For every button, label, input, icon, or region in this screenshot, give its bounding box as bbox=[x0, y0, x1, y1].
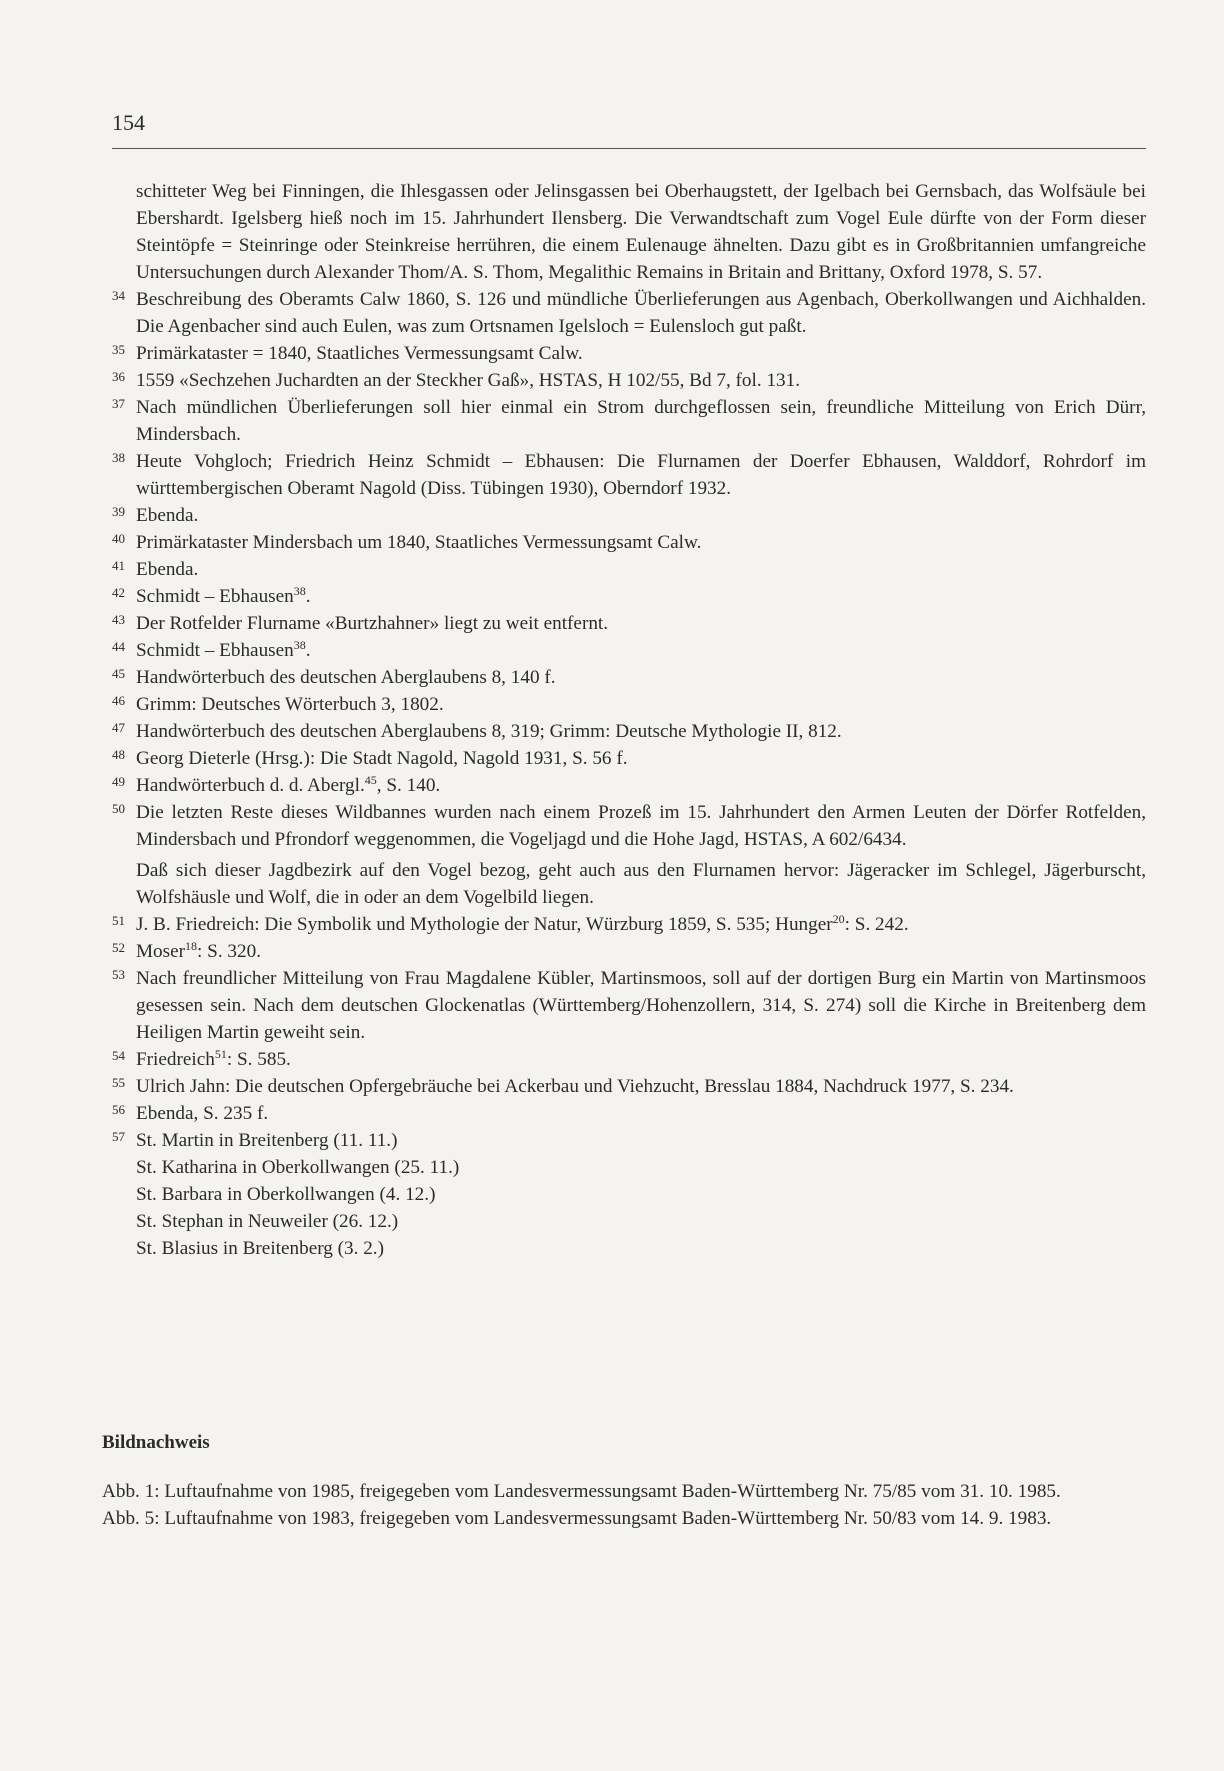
page-number: 154 bbox=[112, 110, 145, 135]
footnote-text: schitteter Weg bei Finningen, die Ihlesgassen oder Jelinsgassen bei Oberhaugstett, der Igelbach bei Gernsbach, das Wolfsäule bei Ebershardt. Igelsberg hieß noch im 15. Jahrhundert Ilensberg. Die Verwandtschaft zum Vogel Eule dürfte von der Form dieser Steintöpfe = Steinringe oder Steinkreise herrühren, die einem Eulenauge ähnelten. Dazu gibt es in Großbritannien umfangreiche Untersuchungen durch Alexander Thom/A. S. Thom, Megalithic Remains in Britain and Brittany, Oxford 1978, S. 57. bbox=[136, 181, 1146, 283]
footnote-number: 56 bbox=[112, 1102, 125, 1117]
footnote-text: Schmidt – Ebhausen$^{38}$. bbox=[136, 638, 311, 661]
footnote bbox=[112, 286, 1146, 340]
footnotes bbox=[112, 178, 1146, 1262]
footnote-text: Handwörterbuch d. d. Abergl.$^{45}$, S. 140. bbox=[136, 773, 441, 796]
footnote bbox=[112, 1127, 1146, 1262]
footnote-number: 35 bbox=[112, 342, 125, 357]
footnote-reference: 20 bbox=[832, 912, 845, 926]
footnote-text: Handwörterbuch des deutschen Aberglaubens 8, 140 f. bbox=[136, 667, 556, 688]
footnote bbox=[112, 340, 1146, 367]
footnote-list bbox=[136, 1127, 1146, 1262]
footnote-number: 50 bbox=[112, 801, 125, 816]
footnote bbox=[112, 529, 1146, 556]
footnote bbox=[112, 502, 1146, 529]
footnote-text: Moser$^{18}$: S. 320. bbox=[136, 939, 262, 962]
footnote-number: 47 bbox=[112, 720, 125, 735]
footnote-number: 53 bbox=[112, 967, 125, 982]
footnote bbox=[112, 637, 1146, 664]
footnote bbox=[112, 448, 1146, 502]
footnote-list-item: St. Katharina in Oberkollwangen (25. 11.) bbox=[136, 1157, 460, 1178]
footnote-list-item: St. Barbara in Oberkollwangen (4. 12.) bbox=[136, 1184, 436, 1205]
footnote-number: 49 bbox=[112, 774, 125, 789]
footnote-text: Der Rotfelder Flurname «Burtzhahner» liegt zu weit entfernt. bbox=[136, 613, 609, 634]
footnote bbox=[112, 745, 1146, 772]
footnote-text: J. B. Friedreich: Die Symbolik und Mythologie der Natur, Würzburg 1859, S. 535; Hunger$^{20}$: S. 242. bbox=[136, 912, 909, 935]
footnote-text: Ebenda, S. 235 f. bbox=[136, 1103, 269, 1124]
footnote bbox=[112, 965, 1146, 1046]
footnote-number: 40 bbox=[112, 531, 125, 546]
footnote-reference: 18 bbox=[185, 939, 198, 953]
footnote-list-item: St. Martin in Breitenberg (11. 11.) bbox=[136, 1130, 398, 1151]
footnote-text: Beschreibung des Oberamts Calw 1860, S. 126 und mündliche Überlieferungen aus Agenbach, Oberkollwangen und Aichhalden. Die Agenbacher sind auch Eulen, was zum Ortsnamen Igelsloch = Eulensloch gut paßt. bbox=[136, 289, 1146, 337]
footnote bbox=[112, 911, 1146, 938]
footnote bbox=[112, 772, 1146, 799]
footnote bbox=[112, 394, 1146, 448]
footnote-reference: 38 bbox=[293, 584, 306, 598]
footnote-list-item: St. Stephan in Neuweiler (26. 12.) bbox=[136, 1211, 399, 1232]
footnote bbox=[112, 178, 1146, 286]
footnote-text: Primärkataster = 1840, Staatliches Vermessungsamt Calw. bbox=[136, 343, 583, 364]
footnote bbox=[112, 799, 1146, 911]
footnote bbox=[112, 664, 1146, 691]
footnote-number: 45 bbox=[112, 666, 125, 681]
footnote-number: 36 bbox=[112, 369, 125, 384]
footnote bbox=[112, 367, 1146, 394]
footnote-number: 44 bbox=[112, 639, 125, 654]
footnote-number: 38 bbox=[112, 450, 125, 465]
footnote-text: Georg Dieterle (Hrsg.): Die Stadt Nagold, Nagold 1931, S. 56 f. bbox=[136, 748, 628, 769]
footnote-text: Nach mündlichen Überlieferungen soll hier einmal ein Strom durchgeflossen sein, freundliche Mitteilung von Erich Dürr, Mindersbach. bbox=[136, 397, 1146, 445]
credit-item: Abb. 5: Luftaufnahme von 1983, freigegeben vom Landesvermessungsamt Baden-Württemberg Nr. 50/83 vom 14. 9. 1983. bbox=[102, 1508, 1052, 1529]
footnote-number: 39 bbox=[112, 504, 125, 519]
footnote-number: 48 bbox=[112, 747, 125, 762]
footnote-text: Ulrich Jahn: Die deutschen Opfergebräuche bei Ackerbau und Viehzucht, Bresslau 1884, Nachdruck 1977, S. 234. bbox=[136, 1076, 1014, 1097]
footnote-text: Daß sich dieser Jagdbezirk auf den Vogel bezog, geht auch aus den Flurnamen hervor: Jägeracker im Schlegel, Jägerburscht, Wolfshäusle und Wolf, die in oder an dem Vogelbild liegen. bbox=[136, 860, 1146, 908]
footnote-reference: 51 bbox=[214, 1047, 227, 1061]
footnote-number: 41 bbox=[112, 558, 125, 573]
footnote-number: 42 bbox=[112, 585, 125, 600]
footnote-text: 1559 «Sechzehen Juchardten an der Steckher Gaß», HSTAS, H 102/55, Bd 7, fol. 131. bbox=[136, 370, 801, 391]
footnote bbox=[112, 583, 1146, 610]
header-rule bbox=[112, 148, 1146, 149]
footnote-text: Die letzten Reste dieses Wildbannes wurden nach einem Prozeß im 15. Jahrhundert den Armen Leuten der Dörfer Rotfelden, Mindersbach und Pfrondorf weggenommen, die Vogeljagd und die Hohe Jagd, HSTAS, A 602/6434. bbox=[136, 802, 1146, 850]
footnote bbox=[112, 1046, 1146, 1073]
footnote bbox=[112, 610, 1146, 637]
footnote-number: 52 bbox=[112, 940, 125, 955]
footnote-number: 43 bbox=[112, 612, 125, 627]
footnote-number: 55 bbox=[112, 1075, 125, 1090]
footnote-number: 51 bbox=[112, 913, 125, 928]
footnote-number: 46 bbox=[112, 693, 125, 708]
footnote-number: 37 bbox=[112, 396, 125, 411]
footnote-number: 34 bbox=[112, 288, 125, 303]
footnote bbox=[112, 938, 1146, 965]
credits-list bbox=[102, 1478, 1146, 1532]
credit-item: Abb. 1: Luftaufnahme von 1985, freigegeben vom Landesvermessungsamt Baden-Württemberg Nr. 75/85 vom 31. 10. 1985. bbox=[102, 1481, 1061, 1502]
footnote-text: Grimm: Deutsches Wörterbuch 3, 1802. bbox=[136, 694, 444, 715]
credits-heading: Bildnachweis bbox=[102, 1432, 210, 1453]
footnote-text: Primärkataster Mindersbach um 1840, Staatliches Vermessungsamt Calw. bbox=[136, 532, 702, 553]
footnote-reference: 45 bbox=[364, 773, 377, 787]
footnote-reference: 38 bbox=[293, 638, 306, 652]
footnote bbox=[112, 556, 1146, 583]
footnote bbox=[112, 718, 1146, 745]
footnote-number: 54 bbox=[112, 1048, 125, 1063]
footnote bbox=[112, 691, 1146, 718]
footnote bbox=[112, 1073, 1146, 1100]
footnote-text: Handwörterbuch des deutschen Aberglaubens 8, 319; Grimm: Deutsche Mythologie II, 812. bbox=[136, 721, 842, 742]
footnote-text: Ebenda. bbox=[136, 559, 199, 580]
footnote-list-item: St. Blasius in Breitenberg (3. 2.) bbox=[136, 1238, 384, 1259]
footnote-text: Ebenda. bbox=[136, 505, 199, 526]
footnote-text: Schmidt – Ebhausen$^{38}$. bbox=[136, 584, 311, 607]
footnote-text: Friedreich$^{51}$: S. 585. bbox=[136, 1047, 291, 1070]
footnote-text: Nach freundlicher Mitteilung von Frau Magdalene Kübler, Martinsmoos, soll auf der dortigen Burg ein Martin von Martinsmoos gesessen sein. Nach dem deutschen Glockenatlas (Württemberg/Hohenzollern, 314, S. 274) soll die Kirche in Breitenberg dem Heiligen Martin geweiht sein. bbox=[136, 968, 1146, 1043]
footnote-number: 57 bbox=[112, 1129, 125, 1144]
footnote-text: Heute Vohgloch; Friedrich Heinz Schmidt – Ebhausen: Die Flurnamen der Doerfer Ebhausen, Walddorf, Rohrdorf im württembergischen Oberamt Nagold (Diss. Tübingen 1930), Oberndorf 1932. bbox=[136, 451, 1146, 499]
footnote bbox=[112, 1100, 1146, 1127]
